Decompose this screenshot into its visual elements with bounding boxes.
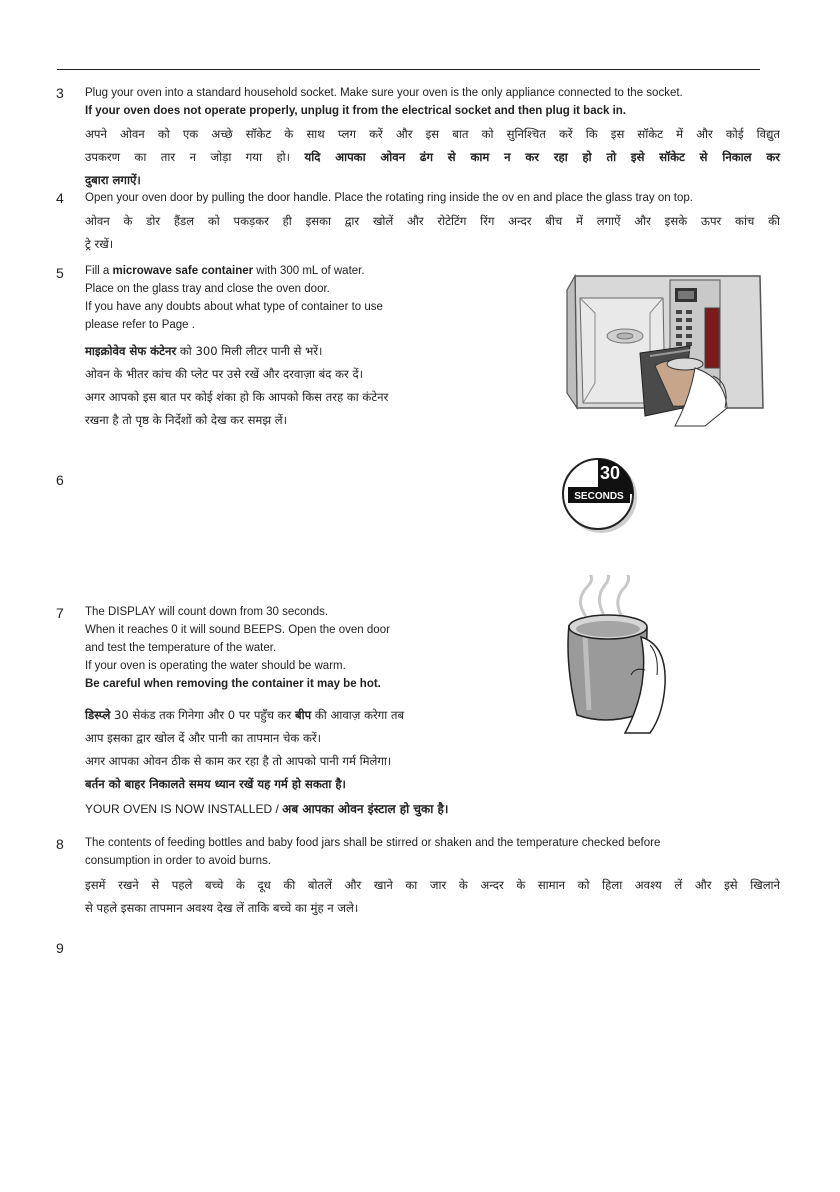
step-7-hi-1c: बीप [294, 708, 312, 722]
step-5-en-line-4: please refer to Page . [85, 319, 195, 331]
step-5-english [85, 262, 383, 334]
step-5-hi-line-1 [85, 340, 388, 363]
step-7-en-1a: The [85, 606, 109, 618]
step-8-hi-line-2: से पहले इसका तापमान अवश्य देख लें ताकि बच्चे का मुंह न जले। [85, 901, 359, 915]
timer-badge-label: SECONDS [574, 491, 624, 502]
step-7-en-line-2: When it reaches 0 it will sound BEEPS. Open the oven door [85, 624, 390, 636]
step-3-english [85, 84, 683, 120]
step-5-en-line-3: If you have any doubts about what type of container to use [85, 301, 383, 313]
step-8-english [85, 834, 660, 870]
timer-badge-number: 30 [599, 463, 621, 483]
step-5-en-1a: Fill a [85, 265, 113, 277]
step-7-hi-line-2: आप इसका द्वार खोल दें और पानी का तापमान चेक करें। [85, 731, 322, 745]
step-5-hindi [85, 340, 388, 432]
step-7-hindi [85, 704, 404, 796]
step-3-hi-line-2b: यदि आपका ओवन ढंग से काम न कर रहा हो तो इसे सॉकेट से निकाल कर [304, 150, 780, 164]
installed-text [85, 800, 448, 818]
step-4-hi-line-2: ट्रे रखें। [85, 237, 114, 251]
step-3-number: 3 [56, 85, 64, 101]
step-5-number: 5 [56, 265, 64, 281]
step-5-hi-1b: को 300 मिली लीटर पानी से भरें। [176, 344, 323, 358]
timer-badge-icon [560, 455, 640, 535]
step-8-hi-line-1: इसमें रखने से पहले बच्चे के दूध की बोतलें और खाने का जार के अन्दर के सामान को हिला अवश्य लें और इसे खिलाने [85, 878, 780, 892]
step-8-hindi [85, 874, 780, 897]
step-4-hindi [85, 210, 780, 233]
step-8-en-line-2: consumption in order to avoid burns. [85, 855, 272, 867]
step-4-hi-line-1: ओवन के डोर हैंडल को पकड़कर ही इसका द्वार खोलें और रोटेटिंग रिंग अन्दर बीच में लगाऐं और इसके ऊपर कांच की [85, 214, 780, 228]
step-7-hi-line-1 [85, 704, 404, 727]
step-7-en-line-3: and test the temperature of the water. [85, 642, 277, 654]
step-4-english [85, 189, 693, 207]
step-3-hi-line-3: दुबारा लगाऐं। [85, 173, 141, 187]
step-7-en-line-4: If your oven is operating the water should be warm. [85, 660, 346, 672]
step-7-hi-1a: डिस्प्ले [85, 708, 111, 722]
installed-line [85, 800, 448, 818]
step-3-hindi [85, 123, 780, 169]
step-4-number: 4 [56, 190, 64, 206]
step-3-hi-line-1: अपने ओवन को एक अच्छे सॉकेट के साथ प्लग करें और इस बात को सुनिश्चित करें कि इस सॉकेट में और कोई विद्युत [85, 127, 780, 141]
step-7-hi-1d: की आवाज़ करेगा तब [311, 708, 405, 722]
hot-cup-illustration [555, 575, 675, 735]
step-5-hi-1a: माइक्रोवेव सेफ कंटेनर [85, 344, 177, 358]
step-5-en-1c: with 300 mL of water. [253, 265, 365, 277]
step-4-hindi-end [85, 233, 113, 256]
step-7-en-line-1 [85, 603, 390, 621]
header-rule [57, 69, 760, 70]
microwave-oven-illustration [555, 258, 770, 428]
step-5-hi-line-3: अगर आपको इस बात पर कोई शंका हो कि आपको किस तरह का कंटेनर [85, 390, 389, 404]
step-9-number: 9 [56, 940, 64, 956]
step-5-en-1b: microwave safe container [112, 265, 254, 277]
step-5-hi-line-4: रखना है तो पृष्ठ के निर्देशों को देख कर समझ लें। [85, 413, 288, 427]
step-7-en-line-5: Be careful when removing the container it may be hot. [85, 678, 381, 690]
step-7-en-1b: DISPLAY [108, 606, 156, 618]
step-8-hindi-end [85, 897, 358, 920]
installed-english: YOUR OVEN IS NOW INSTALLED / [85, 802, 283, 816]
step-5-hi-line-2: ओवन के भीतर कांच की प्लेट पर उसे रखें और दरवाज़ा बंद कर दें। [85, 367, 363, 381]
step-7-hi-line-4: बर्तन को बाहर निकालते समय ध्यान रखें यह गर्म हो सकता है। [85, 777, 346, 791]
step-8-number: 8 [56, 836, 64, 852]
step-3-en-line-2: If your oven does not operate properly, unplug it from the electrical socket and then plug it back in. [85, 105, 627, 117]
step-7-number: 7 [56, 605, 64, 621]
step-3-en-line-1: Plug your oven into a standard household socket. Make sure your oven is the only appliance connected to the socket. [85, 87, 683, 99]
step-7-hi-line-3: अगर आपका ओवन ठीक से काम कर रहा है तो आपको पानी गर्म मिलेगा। [85, 754, 392, 768]
step-7-en-1c: will count down from 30 seconds. [155, 606, 329, 618]
step-5-en-line-2: Place on the glass tray and close the oven door. [85, 283, 330, 295]
step-4-en-line-1: Open your oven door by pulling the door handle. Place the rotating ring inside the ov en and place the glass tray on top. [85, 192, 693, 204]
step-6-number: 6 [56, 472, 64, 488]
installed-hindi: अब आपका ओवन इंस्टाल हो चुका है। [282, 802, 449, 816]
step-8-en-line-1: The contents of feeding bottles and baby food jars shall be stirred or shaken and the temperature checked before [85, 837, 661, 849]
step-3-hi-line-2a: उपकरण का तार न जोड़ा गया हो। [85, 150, 291, 164]
step-3-hi-line-2 [85, 146, 780, 169]
step-5-en-line-1 [85, 262, 383, 280]
step-7-english [85, 603, 390, 693]
step-7-hi-1b: 30 सेकंड तक गिनेगा और 0 पर पहुँच कर [110, 708, 295, 722]
